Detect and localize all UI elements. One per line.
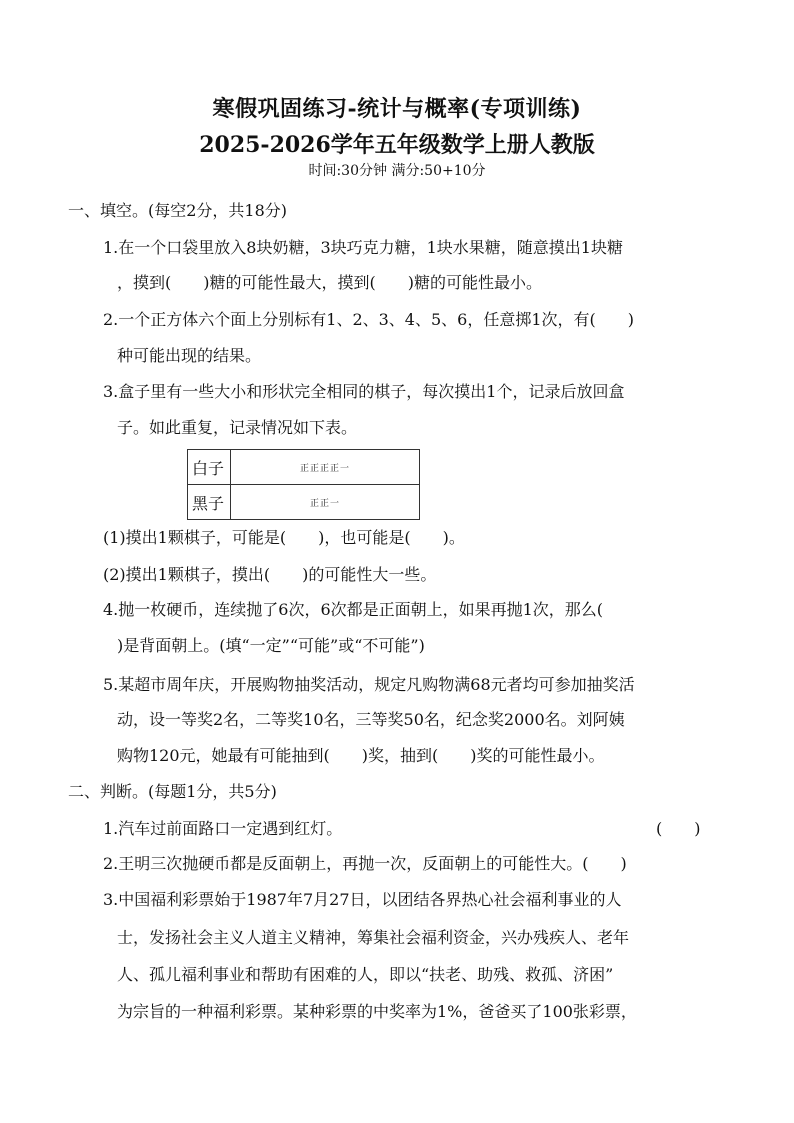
- s1-q5-line2: 动，设一等奖2名，二等奖10名，三等奖50名，纪念奖2000名。刘阿姨: [117, 710, 625, 729]
- s1-q1-line2: ，摸到( )糖的可能性最大，摸到( )糖的可能性最小。: [117, 273, 542, 292]
- white-piece-label: 白子: [188, 450, 231, 485]
- title-line-2: 2025-2026学年五年级数学上册人教版: [199, 132, 595, 158]
- s1-q2-line2: 种可能出现的结果。: [117, 346, 262, 365]
- s2-q3-line3: 人、孤儿福利事业和帮助有困难的人，即以“扶老、助残、救孤、济困”: [117, 965, 614, 984]
- title-line-1: 寒假巩固练习-统计与概率(专项训练): [212, 96, 582, 122]
- table-row: [188, 450, 420, 485]
- black-piece-tally: 正正一: [231, 485, 420, 520]
- s1-q2-line1: 2.一个正方体六个面上分别标有1、2、3、4、5、6，任意掷1次，有( ): [103, 310, 635, 329]
- s1-q4-line2: )是背面朝上。(填“一定”“可能”或“不可能”): [117, 636, 425, 655]
- s1-q3-line1: 3.盒子里有一些大小和形状完全相同的棋子，每次摸出1个，记录后放回盒: [103, 382, 625, 401]
- s1-q5-line3: 购物120元，她最有可能抽到( )奖，抽到( )奖的可能性最小。: [117, 746, 605, 765]
- section-2-heading: 二、判断。(每题1分，共5分): [68, 782, 277, 801]
- s1-q1-line1: 1.在一个口袋里放入8块奶糖，3块巧克力糖，1块水果糖，随意摸出1块糖: [103, 238, 623, 257]
- tally-table: [187, 449, 420, 520]
- s1-q4-line1: 4.抛一枚硬币，连续抛了6次，6次都是正面朝上，如果再抛1次，那么(: [103, 600, 604, 619]
- s2-q3-line1: 3.中国福利彩票始于1987年7月27日，以团结各界热心社会福利事业的人: [103, 890, 622, 909]
- s2-q3-line2: 士，发扬社会主义人道主义精神，筹集社会福利资金，兴办残疾人、老年: [117, 928, 630, 947]
- s2-q1-paren: ( ): [656, 819, 701, 838]
- s1-q3-sub2: (2)摸出1颗棋子，摸出( )的可能性大一些。: [103, 565, 437, 584]
- s2-q3-line4: 为宗旨的一种福利彩票。某种彩票的中奖率为1%，爸爸买了100张彩票，: [117, 1002, 637, 1021]
- white-piece-tally: 正正正正一: [231, 450, 420, 485]
- time-score-info: 时间:30分钟 满分:50+10分: [308, 163, 486, 179]
- table-row: [188, 485, 420, 520]
- section-1-heading: 一、填空。(每空2分，共18分): [68, 201, 288, 220]
- s1-q5-line1: 5.某超市周年庆，开展购物抽奖活动，规定凡购物满68元者均可参加抽奖活: [103, 675, 635, 694]
- black-piece-label: 黑子: [188, 485, 231, 520]
- s2-q2-text: 2.王明三次抛硬币都是反面朝上，再抛一次，反面朝上的可能性大。( ): [103, 854, 627, 873]
- s1-q3-line2: 子。如此重复，记录情况如下表。: [117, 418, 358, 437]
- s2-q1-text: 1.汽车过前面路口一定遇到红灯。: [103, 819, 343, 838]
- s1-q3-sub1: (1)摸出1颗棋子，可能是( )，也可能是( )。: [103, 528, 465, 547]
